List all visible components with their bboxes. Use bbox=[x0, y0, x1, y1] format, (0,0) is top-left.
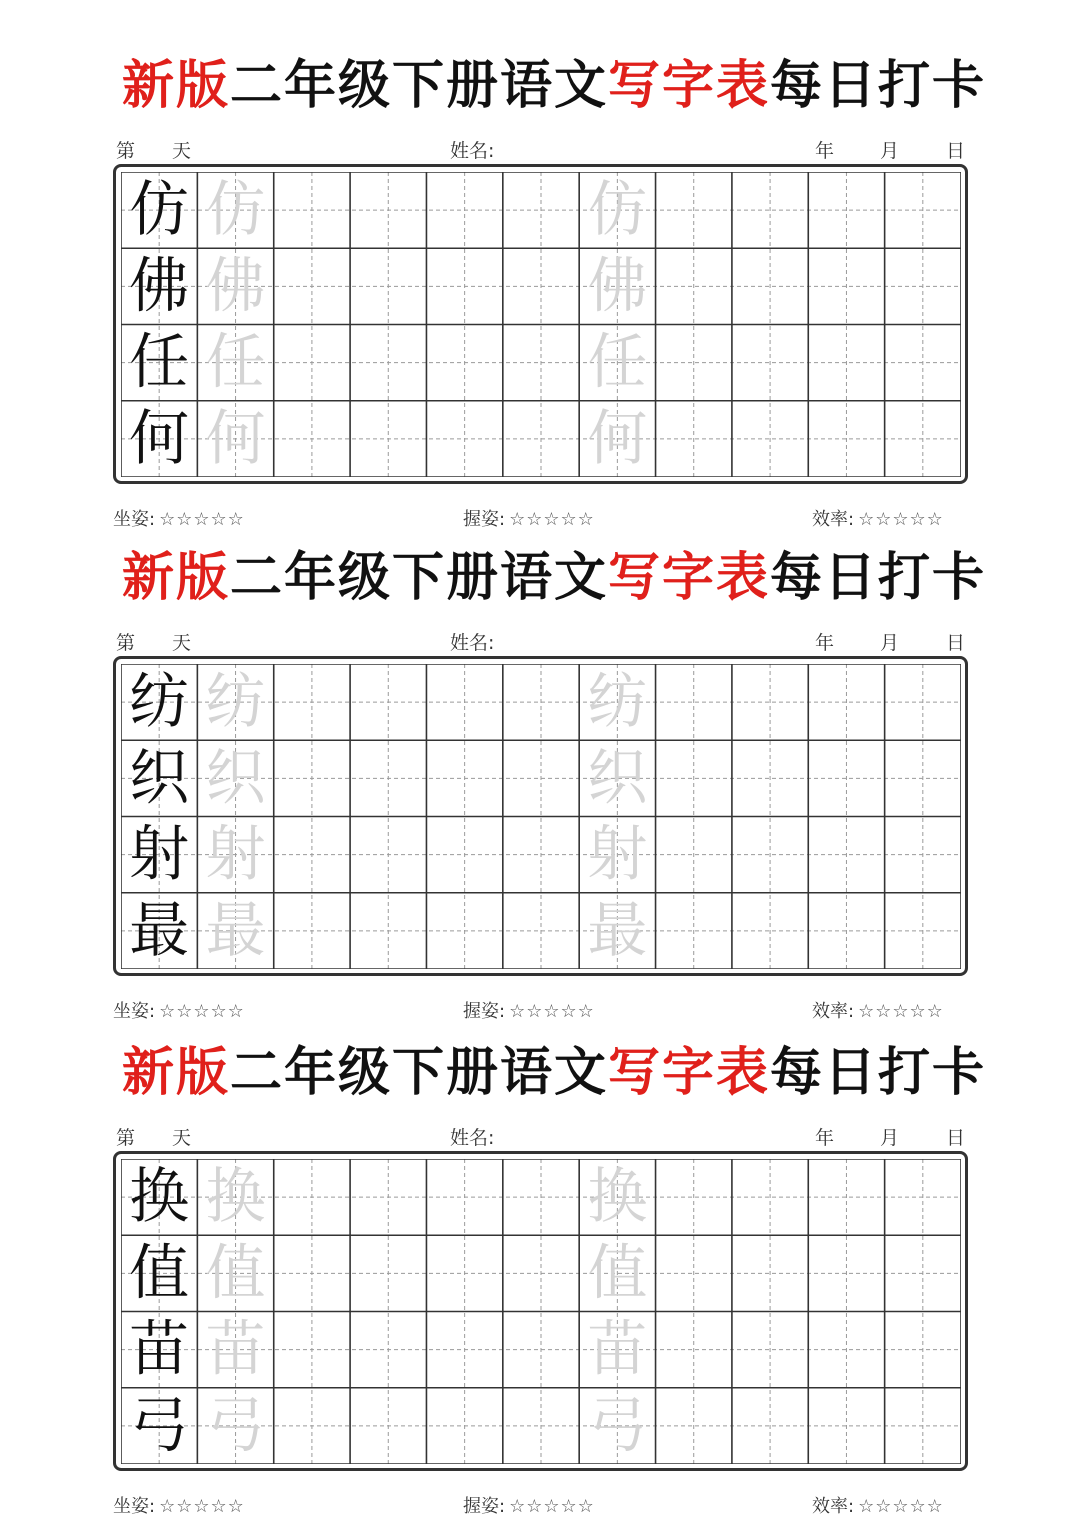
title-part-grade: 二年级下册语文 bbox=[229, 1041, 608, 1103]
trace-character: 最 bbox=[205, 895, 266, 966]
month-label: 月 bbox=[880, 140, 900, 162]
grip-label: 握姿: bbox=[463, 1496, 506, 1517]
star-rating-icons[interactable]: ☆☆☆☆☆ bbox=[858, 509, 944, 530]
worksheet-1 bbox=[0, 40, 1080, 530]
title-part-writing-table: 写字表 bbox=[608, 54, 771, 116]
month-label: 月 bbox=[880, 1127, 900, 1149]
star-rating-icons[interactable]: ☆☆☆☆☆ bbox=[509, 509, 595, 530]
title-part-daily-checkin: 每日打卡 bbox=[770, 1041, 987, 1103]
grip-posture-rating bbox=[463, 997, 595, 1023]
title-part-grade: 二年级下册语文 bbox=[229, 54, 608, 116]
trace-character: 射 bbox=[587, 819, 648, 890]
efficiency-rating bbox=[812, 1492, 944, 1518]
model-character: 何 bbox=[129, 403, 190, 474]
model-character: 织 bbox=[129, 743, 190, 814]
info-row bbox=[0, 1123, 1080, 1147]
trace-character: 弓 bbox=[587, 1390, 648, 1461]
trace-character: 换 bbox=[205, 1162, 266, 1233]
title-part-grade: 二年级下册语文 bbox=[229, 546, 608, 608]
rating-row bbox=[0, 1492, 1080, 1518]
worksheet-2 bbox=[0, 532, 1080, 1022]
date-label: 日 bbox=[946, 1127, 966, 1149]
title-part-daily-checkin: 每日打卡 bbox=[770, 546, 987, 608]
name-label: 姓名: bbox=[450, 1127, 495, 1149]
star-rating-icons[interactable]: ☆☆☆☆☆ bbox=[159, 1496, 245, 1517]
title-part-new-edition: 新版 bbox=[121, 1041, 230, 1103]
model-character: 任 bbox=[129, 327, 190, 398]
writing-grid bbox=[113, 164, 968, 484]
grip-posture-rating bbox=[463, 505, 595, 531]
name-label: 姓名: bbox=[450, 632, 495, 654]
day-suffix: 天 bbox=[172, 632, 192, 654]
trace-character: 纺 bbox=[587, 667, 648, 738]
star-rating-icons[interactable]: ☆☆☆☆☆ bbox=[159, 509, 245, 530]
trace-character: 纺 bbox=[205, 667, 266, 738]
trace-character: 何 bbox=[587, 403, 648, 474]
trace-character: 值 bbox=[587, 1238, 648, 1309]
title-part-daily-checkin: 每日打卡 bbox=[770, 54, 987, 116]
model-character: 射 bbox=[129, 819, 190, 890]
worksheet-title bbox=[0, 40, 1080, 120]
trace-character: 任 bbox=[587, 327, 648, 398]
year-label: 年 bbox=[815, 140, 835, 162]
model-character: 换 bbox=[129, 1162, 190, 1233]
star-rating-icons[interactable]: ☆☆☆☆☆ bbox=[509, 1496, 595, 1517]
trace-character: 换 bbox=[587, 1162, 648, 1233]
trace-character: 仿 bbox=[205, 175, 266, 246]
trace-character: 弓 bbox=[205, 1390, 266, 1461]
tianzige-grid bbox=[121, 1159, 961, 1464]
sitting-posture-rating bbox=[113, 997, 245, 1023]
trace-character: 何 bbox=[205, 403, 266, 474]
day-prefix: 第 bbox=[116, 632, 136, 654]
star-rating-icons[interactable]: ☆☆☆☆☆ bbox=[858, 1001, 944, 1022]
trace-character: 织 bbox=[587, 743, 648, 814]
sitting-label: 坐姿: bbox=[113, 1001, 156, 1022]
title-part-new-edition: 新版 bbox=[121, 54, 230, 116]
title-part-new-edition: 新版 bbox=[121, 546, 230, 608]
efficiency-label: 效率: bbox=[812, 1001, 855, 1022]
writing-grid bbox=[113, 656, 968, 976]
model-character: 弓 bbox=[129, 1390, 190, 1461]
model-character: 苗 bbox=[129, 1314, 190, 1385]
grip-label: 握姿: bbox=[463, 1001, 506, 1022]
grip-label: 握姿: bbox=[463, 509, 506, 530]
sitting-label: 坐姿: bbox=[113, 1496, 156, 1517]
star-rating-icons[interactable]: ☆☆☆☆☆ bbox=[858, 1496, 944, 1517]
date-label: 日 bbox=[946, 632, 966, 654]
efficiency-label: 效率: bbox=[812, 1496, 855, 1517]
sitting-label: 坐姿: bbox=[113, 509, 156, 530]
day-prefix: 第 bbox=[116, 140, 136, 162]
worksheet-title bbox=[0, 532, 1080, 612]
day-suffix: 天 bbox=[172, 1127, 192, 1149]
name-label: 姓名: bbox=[450, 140, 495, 162]
model-character: 值 bbox=[129, 1238, 190, 1309]
star-rating-icons[interactable]: ☆☆☆☆☆ bbox=[159, 1001, 245, 1022]
trace-character: 最 bbox=[587, 895, 648, 966]
efficiency-rating bbox=[812, 997, 944, 1023]
star-rating-icons[interactable]: ☆☆☆☆☆ bbox=[509, 1001, 595, 1022]
trace-character: 佛 bbox=[587, 251, 648, 322]
tianzige-grid bbox=[121, 664, 961, 969]
date-label: 日 bbox=[946, 140, 966, 162]
trace-character: 值 bbox=[205, 1238, 266, 1309]
trace-character: 任 bbox=[205, 327, 266, 398]
model-character: 仿 bbox=[129, 175, 190, 246]
year-label: 年 bbox=[815, 632, 835, 654]
model-character: 最 bbox=[129, 895, 190, 966]
year-label: 年 bbox=[815, 1127, 835, 1149]
trace-character: 佛 bbox=[205, 251, 266, 322]
trace-character: 织 bbox=[205, 743, 266, 814]
tianzige-grid bbox=[121, 172, 961, 477]
trace-character: 仿 bbox=[587, 175, 648, 246]
title-part-writing-table: 写字表 bbox=[608, 1041, 771, 1103]
trace-character: 苗 bbox=[205, 1314, 266, 1385]
rating-row bbox=[0, 505, 1080, 531]
trace-character: 射 bbox=[205, 819, 266, 890]
rating-row bbox=[0, 997, 1080, 1023]
sitting-posture-rating bbox=[113, 505, 245, 531]
grip-posture-rating bbox=[463, 1492, 595, 1518]
model-character: 纺 bbox=[129, 667, 190, 738]
worksheet-3 bbox=[0, 1027, 1080, 1517]
title-part-writing-table: 写字表 bbox=[608, 546, 771, 608]
worksheet-title bbox=[0, 1027, 1080, 1107]
trace-character: 苗 bbox=[587, 1314, 648, 1385]
day-prefix: 第 bbox=[116, 1127, 136, 1149]
model-character: 佛 bbox=[129, 251, 190, 322]
efficiency-rating bbox=[812, 505, 944, 531]
info-row bbox=[0, 136, 1080, 160]
efficiency-label: 效率: bbox=[812, 509, 855, 530]
writing-grid bbox=[113, 1151, 968, 1471]
sitting-posture-rating bbox=[113, 1492, 245, 1518]
month-label: 月 bbox=[880, 632, 900, 654]
day-suffix: 天 bbox=[172, 140, 192, 162]
info-row bbox=[0, 628, 1080, 652]
